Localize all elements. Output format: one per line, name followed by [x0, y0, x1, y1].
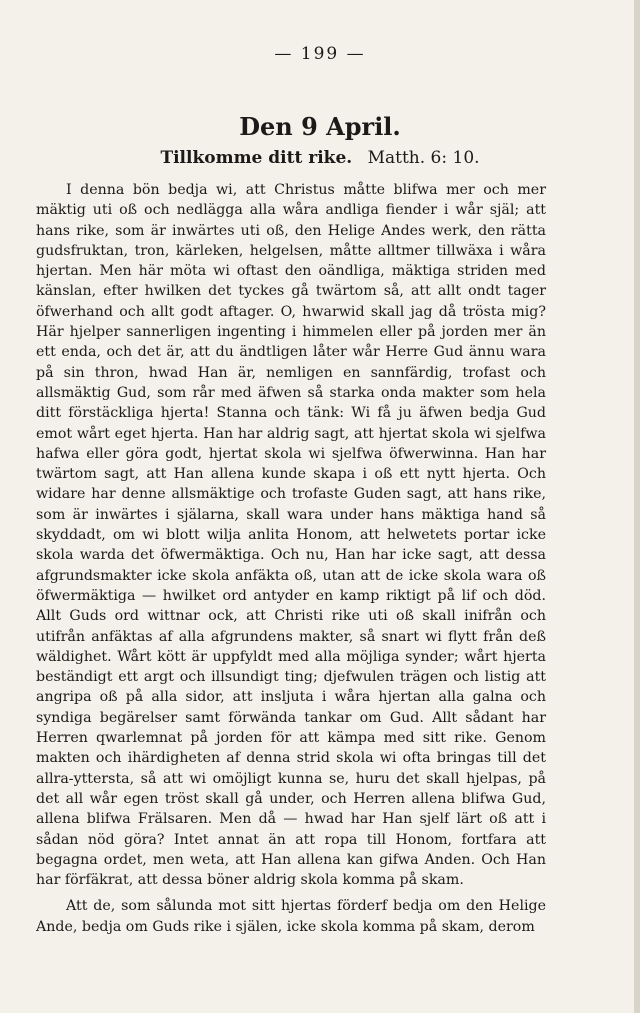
scripture-reference: Matth. 6: 10.: [367, 148, 480, 168]
subheading: [0, 148, 640, 168]
page-number: — 199 —: [274, 44, 366, 64]
body-text: [36, 180, 546, 937]
paragraph: I denna bön bedja wi, att Christus måtte blifwa mer och mer mäktig uti oß och nedlägga alla wåra andliga fiender i wår själ; att hans rike, som är inwärtes uti oß, den Helige Andes werk, den rätta gudsfruktan, tron, kärleken, helgelsen, måtte alltmer tillwäxa i wåra hjertan. Men här möta wi oftast den oändliga, mäktiga striden med känslan, efter hwilken det tyckes gå twärtom så, att allt ondt tager öfwerhand och allt godt aftager. O, hwarwid skall jag då trösta mig? Här hjelper sannerligen ingenting i himmelen eller på jorden mer än ett enda, och det är, att du ändtligen låter wår Herre Gud ännu wara på sin thron, hwad Han är, nemligen en sannfärdig, trofast och allsmäktig Gud, som rår med äfwen så starka onda makter som hela ditt förstäckliga hjerta! Stanna och tänk: Wi få ju äfwen bedja Gud emot wårt eget hjerta. Han har aldrig sagt, att hjertat skola wi sjelfwa hafwa eller göra godt, hjertat skola wi sjelfwa öfwerwinna. Han har twärtom sagt, att Han allena kunde skapa i oß ett nytt hjerta. Och widare har denne allsmäktige och trofaste Guden sagt, att hans rike, som är inwärtes i själarna, skall wara under hans mäktiga hand så skyddadt, om wi blott wilja anlita Honom, att helwetets portar icke skola warda det öfwermäktiga. Och nu, Han har icke sagt, att dessa afgrundsmakter icke skola anfäkta oß, utan att de icke skola wara oß öfwermäktiga — hwilket ord antyder en kamp riktigt på lif och död. Allt Guds ord wittnar ock, att Christi rike uti oß skall inifrån och utifrån anfäktas af alla afgrundens makter, så snart wi flytt från deß wäldighet. Wårt kött är uppfyldt med alla möjliga synder; wårt hjerta beständigt ett argt och illsundigt ting; djefwulen trägen och listig att angripa oß på alla sidor, att insljuta i wåra hjertan alla galna och syndiga begärelser samt förwända tankar om Gud. Allt sådant har Herren qwarlemnat på jorden för att kämpa med sitt rike. Genom makten och ihärdigheten af denna strid skola wi ofta bringas till det allra-yttersta, så att wi omöjligt kunna se, huru det skall hjelpas, på det all wår egen tröst skall gå under, och Herren allena blifwa Gud, allena blifwa Frälsaren. Men då — hwad har Han sjelf lärt oß att i sådan nöd göra? Intet annat än att ropa till Honom, fortfara att begagna ordet, men weta, att Han allena kan gifwa Anden. Och Han har förfäkrat, att dessa böner aldrig skola komma på skam.: [36, 182, 546, 889]
page-heading: Den 9 April.: [239, 112, 401, 141]
subheading-title: Tillkomme ditt rike.: [160, 148, 353, 168]
paragraph: Att de, som sålunda mot sitt hjertas förderf bedja om den Helige Ande, bedja om Guds rike i själen, icke skola komma på skam, derom: [36, 898, 546, 935]
page-edge: [634, 0, 640, 1013]
